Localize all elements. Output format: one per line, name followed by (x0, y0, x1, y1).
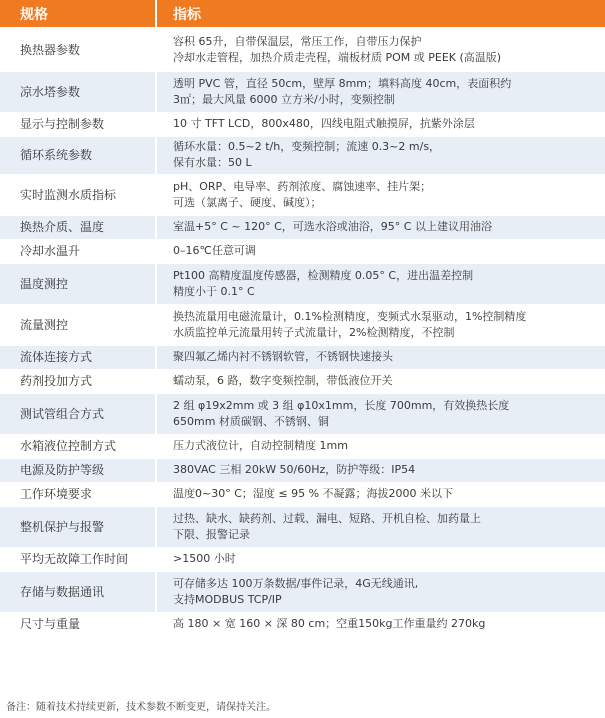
spec-value-line: 容积 65升，自带保温层，常压工作，自带压力保护 (173, 34, 422, 48)
spec-value (156, 547, 605, 571)
spec-value-line: 380VAC 三相 20kW 50/60Hz，防护等级：IP54 (173, 463, 416, 476)
spec-value (156, 215, 605, 239)
table-row (0, 345, 605, 369)
spec-label: 流量测控 (0, 304, 156, 345)
table-row (0, 369, 605, 393)
spec-label: 工作环境要求 (0, 482, 156, 506)
spec-value-line: 室温+5° C ~ 120° C，可选水浴或油浴，95° C 以上建议用油浴 (173, 220, 492, 233)
spec-value-line: 可存储多达 100万条数据/事件记录，4G无线通讯, (173, 576, 419, 590)
table-row (0, 612, 605, 636)
table-row (0, 482, 605, 506)
spec-value-line: 冷却水走管程，加热介质走壳程，端板材质 POM 或 PEEK (高温版) (173, 50, 502, 64)
spec-value (156, 458, 605, 482)
spec-label: 尺寸与重量 (0, 612, 156, 636)
spec-label: 循环系统参数 (0, 136, 156, 174)
header-value: 指标 (156, 0, 605, 28)
table-row (0, 112, 605, 136)
table-row (0, 547, 605, 571)
spec-label: 水箱液位控制方式 (0, 434, 156, 458)
table-row (0, 263, 605, 304)
spec-value (156, 571, 605, 612)
table-row (0, 174, 605, 215)
spec-label: 换热介质、温度 (0, 215, 156, 239)
spec-value-line: 保有水量：50 L (173, 156, 252, 169)
table-row (0, 458, 605, 482)
table-row (0, 571, 605, 612)
spec-value-line: Pt100 高精度温度传感器，检测精度 0.05° C，进出温差控制 (173, 268, 474, 282)
spec-value-line: >1500 小时 (173, 552, 236, 565)
spec-value-line: 精度小于 0.1° C (173, 284, 255, 298)
table-row (0, 434, 605, 458)
spec-label: 流体连接方式 (0, 345, 156, 369)
spec-value-line: 下限、报警记录 (173, 527, 250, 541)
spec-value-line: 透明 PVC 管，直径 50cm，壁厚 8mm；填料高度 40cm，表面积约 (173, 76, 512, 90)
header-spec: 规格 (0, 0, 156, 28)
spec-value-line: 压力式液位计，自动控制精度 1mm (173, 439, 348, 452)
table-row (0, 239, 605, 263)
table-row (0, 28, 605, 71)
spec-value-line: 10 寸 TFT LCD，800x480，四线电阻式触摸屏，抗紫外涂层 (173, 117, 475, 130)
spec-value-line: 温度0~30° C；湿度 ≤ 95 % 不凝露；海拔2000 米以下 (173, 487, 454, 500)
table-row (0, 136, 605, 174)
spec-value-line: 可选（氯离子、硬度、碱度）； (173, 195, 322, 209)
spec-label: 实时监测水质指标 (0, 174, 156, 215)
spec-label: 显示与控制参数 (0, 112, 156, 136)
spec-value (156, 174, 605, 215)
spec-value-line: 0–16℃任意可调 (173, 244, 256, 257)
spec-value (156, 506, 605, 547)
spec-value-line: 换热流量用电磁流量计，0.1%检测精度，变频式水泵驱动，1%控制精度 (173, 309, 527, 323)
table-row (0, 71, 605, 112)
spec-value (156, 28, 605, 71)
spec-value (156, 263, 605, 304)
spec-value (156, 612, 605, 636)
spec-label: 测试管组合方式 (0, 393, 156, 434)
spec-value (156, 239, 605, 263)
spec-value-line: 支持MODBUS TCP/IP (173, 592, 282, 606)
spec-value (156, 136, 605, 174)
table-row (0, 215, 605, 239)
spec-label: 存储与数据通讯 (0, 571, 156, 612)
spec-label: 药剂投加方式 (0, 369, 156, 393)
spec-value-line: 650mm 材质碳钢、不锈钢、铜 (173, 414, 329, 428)
spec-value-line: 蠕动泵，6 路，数字变频控制，带低液位开关 (173, 374, 393, 387)
spec-value-line: 2 组 φ19x2mm 或 3 组 φ10x1mm，长度 700mm，有效换热长度 (173, 398, 510, 412)
spec-label: 整机保护与报警 (0, 506, 156, 547)
spec-value-line: 3㎡；最大风量 6000 立方米/小时，变频控制 (173, 92, 395, 106)
spec-value-line: 过热、缺水、缺药剂、过载、漏电、短路、开机自检、加药量上 (173, 511, 481, 525)
spec-value (156, 112, 605, 136)
spec-value-line: 高 180 × 宽 160 × 深 80 cm；空重150kg工作重量约 270kg (173, 617, 486, 630)
spec-label: 换热器参数 (0, 28, 156, 71)
spec-value-line: pH、ORP、电导率、药剂浓度、腐蚀速率、挂片架； (173, 179, 432, 193)
spec-label: 冷却水温升 (0, 239, 156, 263)
footnote: 备注：随着技术持续更新，技术参数不断变更，请保持关注。 (6, 702, 276, 713)
table-row (0, 393, 605, 434)
spec-label: 温度测控 (0, 263, 156, 304)
spec-value-line: 循环水量：0.5~2 t/h，变频控制；流速 0.3~2 m/s， (173, 140, 441, 153)
spec-label: 凉水塔参数 (0, 71, 156, 112)
spec-table-body (0, 28, 605, 636)
table-header-row (0, 0, 605, 28)
spec-value (156, 434, 605, 458)
spec-value (156, 345, 605, 369)
spec-value-line: 聚四氟乙烯内衬不锈钢软管，不锈钢快速接头 (173, 350, 393, 363)
spec-value-line: 水质监控单元流量用转子式流量计，2%检测精度，不控制 (173, 325, 455, 339)
spec-value (156, 369, 605, 393)
spec-value (156, 71, 605, 112)
spec-value (156, 304, 605, 345)
spec-label: 电源及防护等级 (0, 458, 156, 482)
spec-label: 平均无故障工作时间 (0, 547, 156, 571)
spec-value (156, 393, 605, 434)
table-row (0, 304, 605, 345)
spec-value (156, 482, 605, 506)
table-row (0, 506, 605, 547)
